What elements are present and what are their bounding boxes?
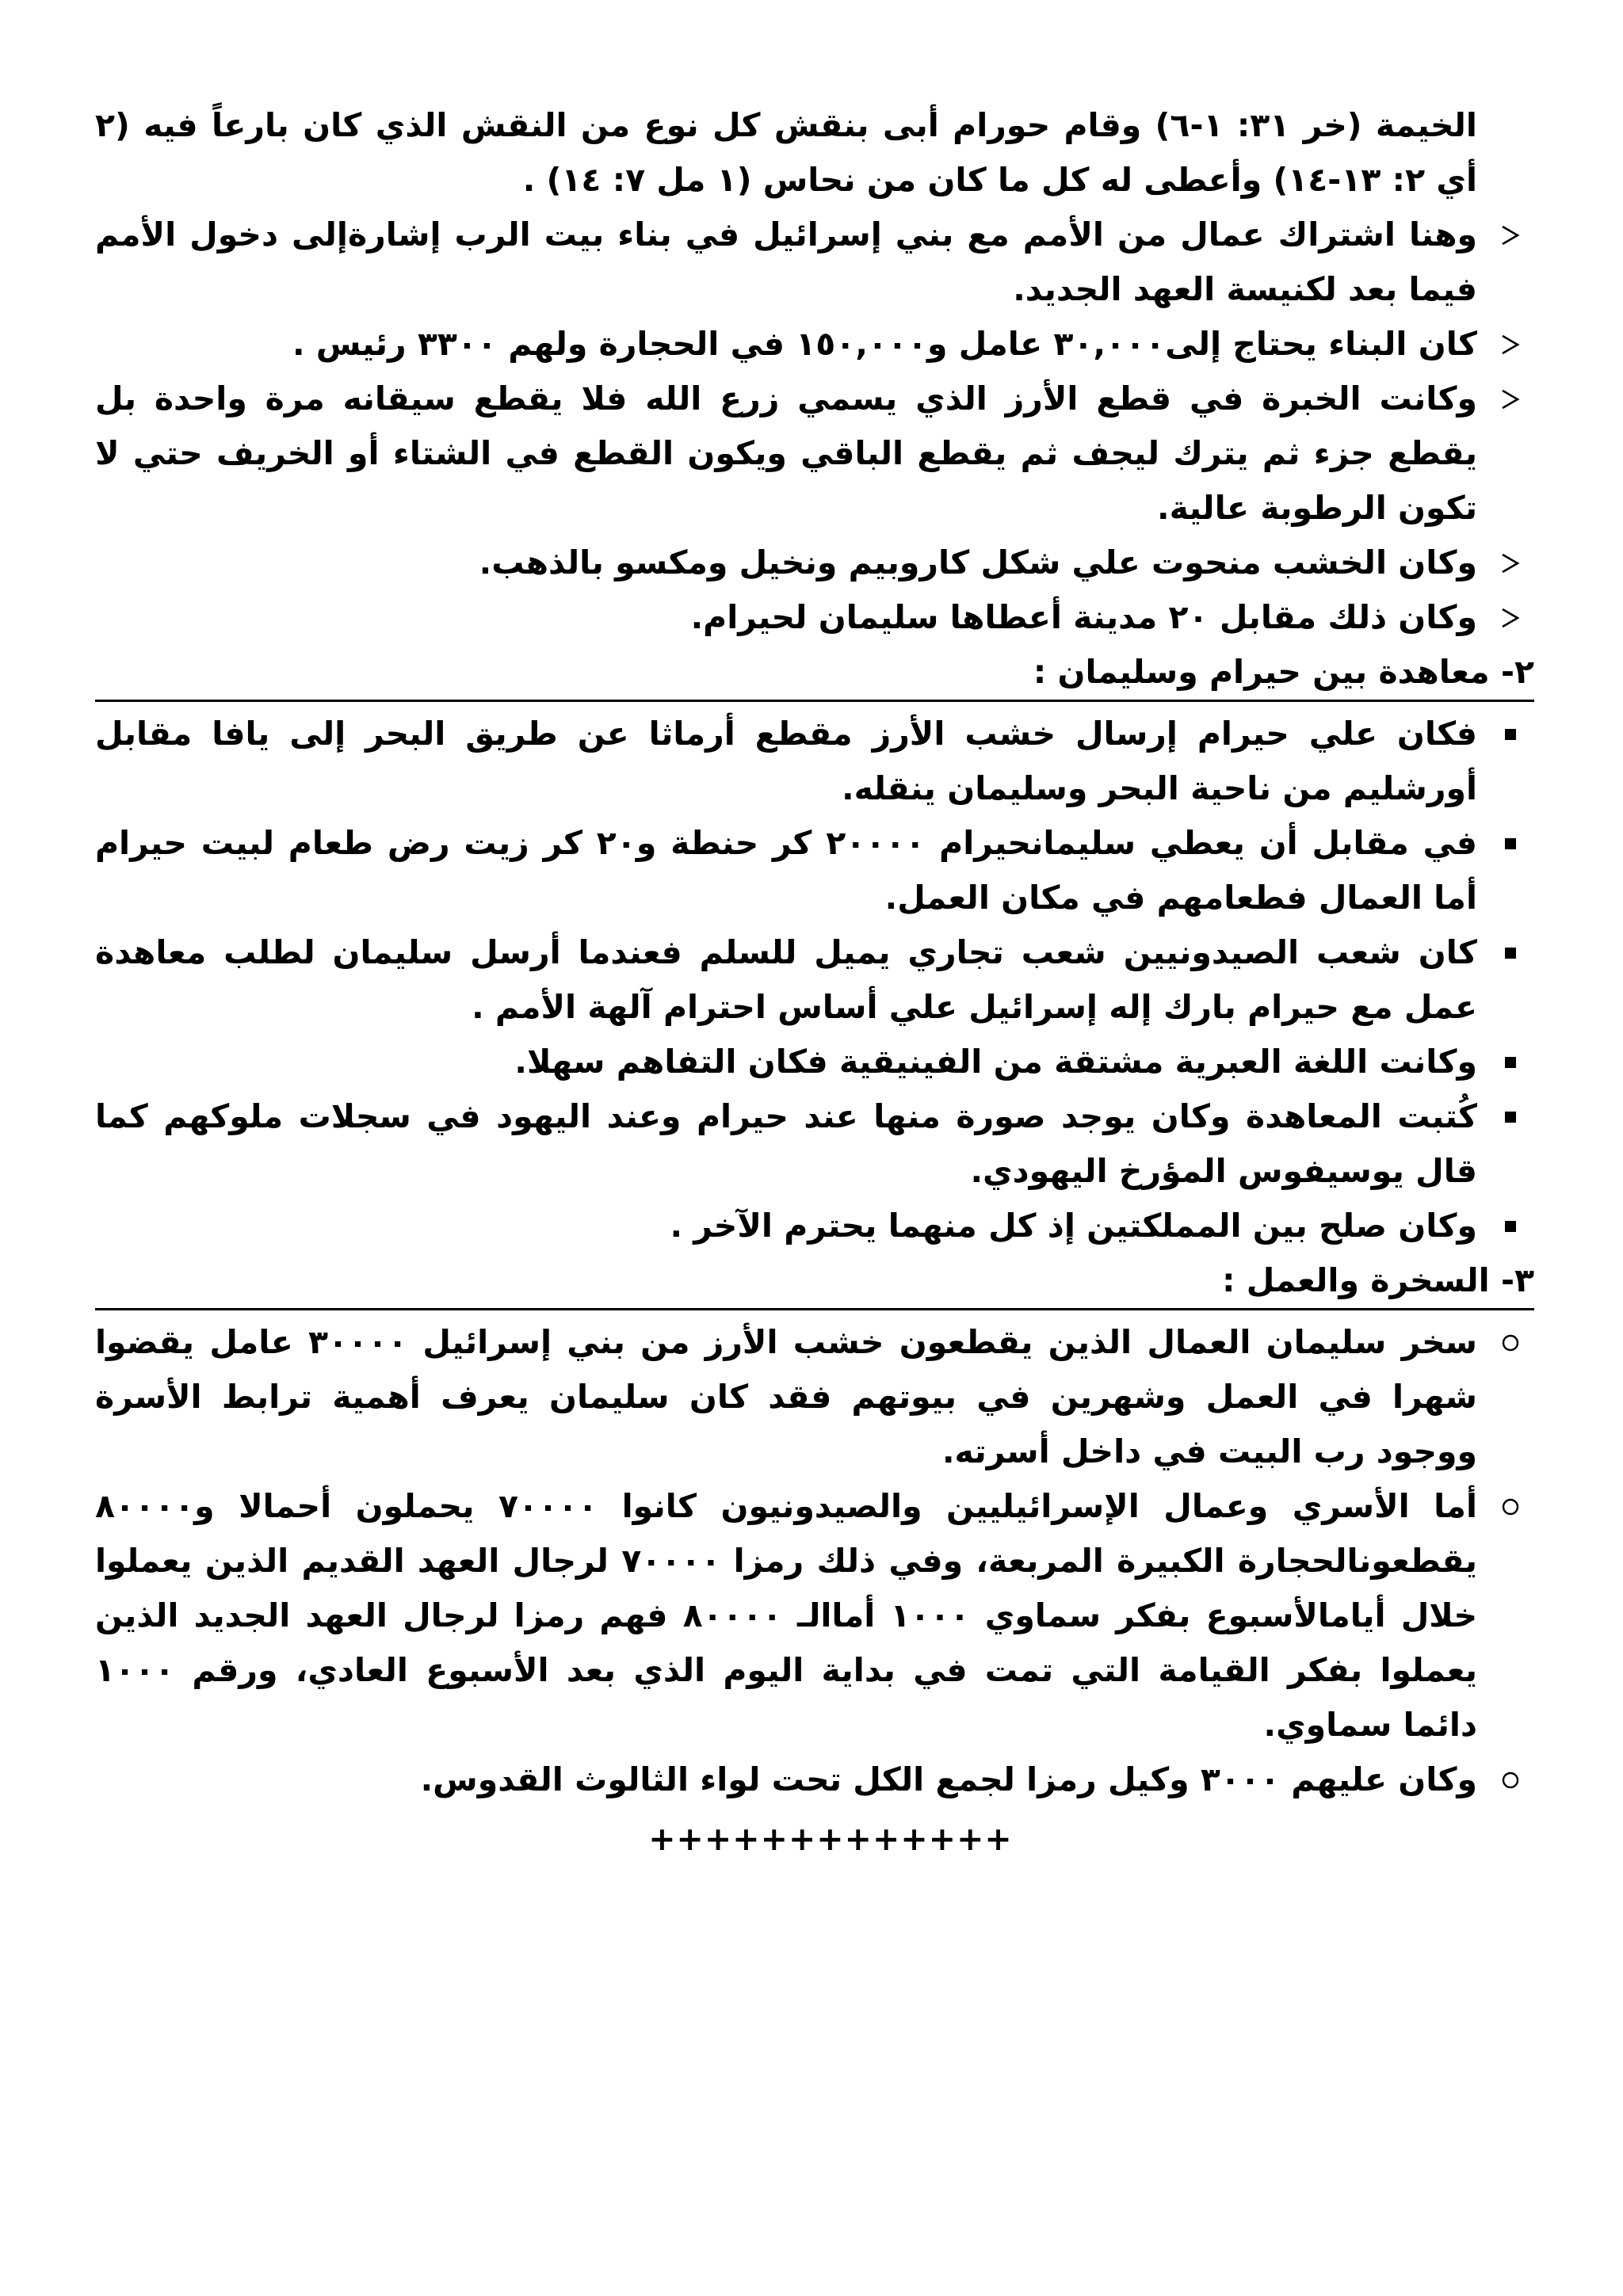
square-list-item [95,1089,1534,1199]
square-bullet-icon [1487,925,1534,980]
arrow-item-text: وكانت الخبرة في قطع الأرز الذي يسمي زرع الله فلا يقطع سيقانه مرة واحدة بل يقطع جزء ثم يترك ليجف ثم يقطع الباقي ويكون القطع في الشتاء أو الخريف حتي لا تكون الرطوبة عالية. [95,379,1477,527]
square-bullet-icon [1487,816,1534,871]
arrow-list-item [95,372,1534,536]
section-3-heading: ٣- السخرة والعمل : [1222,1261,1534,1299]
arrowhead-bullet-icon [1487,317,1534,372]
intro-paragraph: الخيمة (خر ٣١: ١-٦) وقام حورام أبى بنقش كل نوع من النقش الذي كان بارعاً فيه (٢ أي ٢: ١٣-١٤) وأعطى له كل ما كان من نحاس (١ مل ٧: ١٤) . [95,106,1477,199]
end-separator: +++++++++++++ [648,1820,1013,1858]
arrow-item-text: وهنا اشتراك عمال من الأمم مع بني إسرائيل في بناء بيت الرب إشارةإلى دخول الأمم فيما بعد لكنيسة العهد الجديد. [95,215,1477,308]
circle-item-text: سخر سليمان العمال الذين يقطعون خشب الأرز من بني إسرائيل ٣٠٠٠٠ عامل يقضوا شهرا في العمل وشهرين في بيوتهم فقد كان سليمان يعرف أهمية ترابط الأسرة ووجود رب البيت في داخل أسرته. [95,1323,1477,1470]
arrow-item-text: وكان ذلك مقابل ٢٠ مدينة أعطاها سليمان لحيرام. [690,598,1477,636]
square-list-item [95,925,1534,1035]
square-list-item [95,1199,1534,1253]
arrowhead-bullet-icon [1487,536,1534,590]
square-item-text: وكانت اللغة العبرية مشتقة من الفينيقية فكان التفاهم سهلا. [514,1043,1477,1081]
square-bullet-icon [1487,707,1534,761]
square-item-text: كان شعب الصيدونيين شعب تجاري يميل للسلم فعندما أرسل سليمان لطلب معاهدة عمل مع حيرام بارك إله إسرائيل علي أساس احترام آلهة الأمم . [95,933,1477,1026]
square-bullet-icon [1487,1089,1534,1144]
square-list-item [95,816,1534,925]
arrowhead-bullet-icon [1487,372,1534,426]
square-item-text: كُتبت المعاهدة وكان يوجد صورة منها عند حيرام وعند اليهود في سجلات ملوكهم كما قال يوسيفوس المؤرخ اليهودي. [95,1097,1477,1190]
circle-list-item [95,1753,1534,1807]
arrow-list-item [95,317,1534,372]
section-heading [95,645,1534,702]
square-list-item [95,1035,1534,1089]
arrow-item-text: وكان الخشب منحوت علي شكل كاروبيم ونخيل ومكسو بالذهب. [479,543,1477,582]
arrow-list-item [95,536,1534,590]
circle-item-text: وكان عليهم ٣٠٠٠ وكيل رمزا لجمع الكل تحت لواء الثالوث القدوس. [420,1760,1477,1798]
circle-bullet-icon [1487,1753,1534,1807]
arrow-list-item [95,590,1534,645]
circle-bullet-icon [1487,1479,1534,1534]
circle-bullet-icon [1487,1315,1534,1370]
arrow-item-text: كان البناء يحتاج إلى٣٠,٠٠٠ عامل و١٥٠,٠٠٠ في الحجارة ولهم ٣٣٠٠ رئيس . [292,325,1477,363]
square-item-text: وكان صلح بين المملكتين إذ كل منهما يحترم الآخر . [670,1207,1477,1245]
document-body [95,98,1534,1867]
circle-item-text: أما الأسري وعمال الإسرائيليين والصيدونيون كانوا ٧٠٠٠٠ يحملون أحمالا و٨٠٠٠٠ يقطعونالحجارة الكبيرة المربعة، وفي ذلك رمزا ٧٠٠٠٠ لرجال العهد القديم الذين يعملوا خلال أيامالأسبوع بفكر سماوي ١٠٠٠ أماالـ ٨٠٠٠٠ فهم رمزا لرجال العهد الجديد الذين يعملوا بفكر القيامة التي تمت في بداية اليوم الذي بعد الأسبوع العادي، ورقم ١٠٠٠ دائما سماوي. [95,1487,1478,1744]
arrow-list-item [95,208,1534,317]
circle-list-item [95,1315,1534,1479]
square-item-text: في مقابل أن يعطي سليمانحيرام ٢٠٠٠٠ كر حنطة و٢٠ كر زيت رض طعام لبيت حيرام أما العمال فطعامهم في مكان العمل. [95,824,1477,917]
section-heading [95,1253,1534,1310]
arrowhead-bullet-icon [1487,208,1534,262]
square-list-item [95,707,1534,816]
arrowhead-bullet-icon [1487,590,1534,645]
square-bullet-icon [1487,1035,1534,1089]
square-item-text: فكان علي حيرام إرسال خشب الأرز مقطع أرماثا عن طريق البحر إلى يافا مقابل أورشليم من ناحية البحر وسليمان ينقله. [95,715,1477,807]
section-2-heading: ٢- معاهدة بين حيرام وسليمان : [1033,653,1534,691]
square-bullet-icon [1487,1199,1534,1253]
circle-list-item [95,1479,1534,1753]
